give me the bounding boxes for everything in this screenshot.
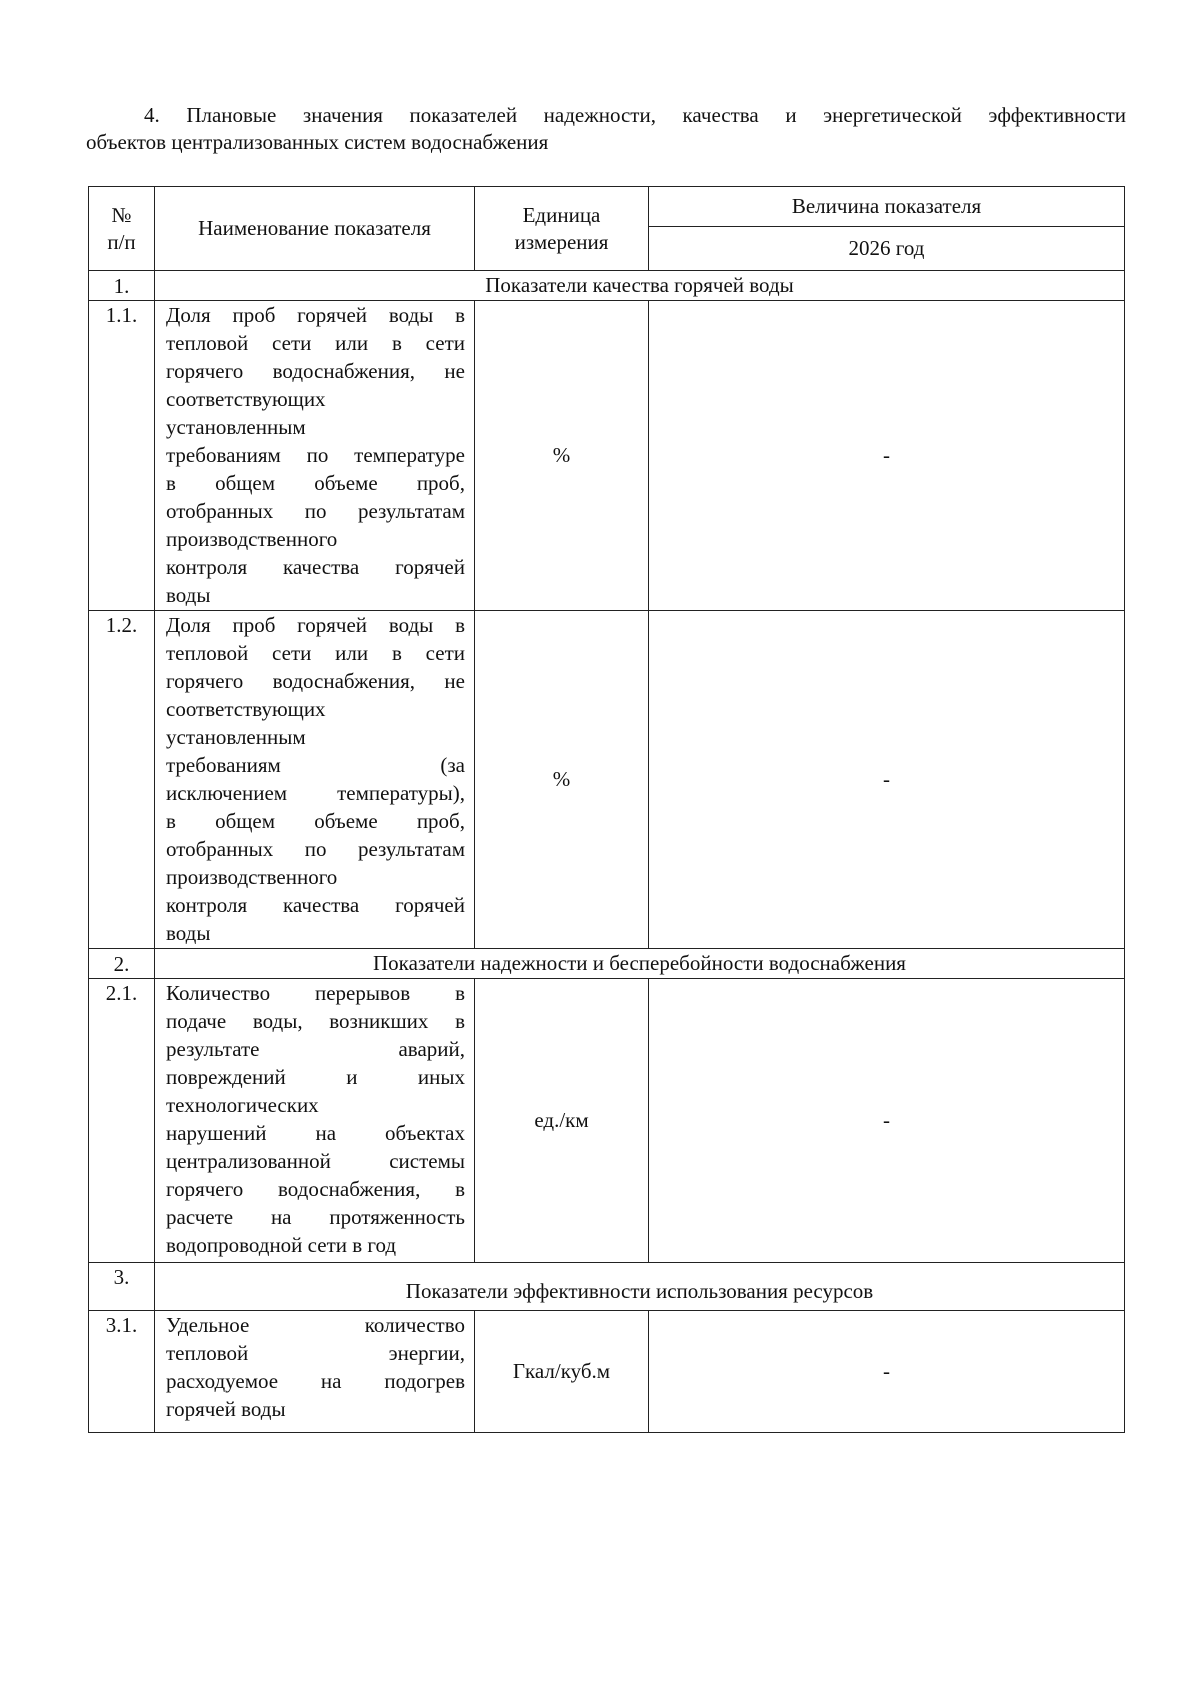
indicator-name-line: результате аварий, xyxy=(166,1037,465,1061)
header-value-group: Величина показателя xyxy=(649,187,1125,227)
indicator-name-line: производственного xyxy=(166,527,338,551)
indicator-name-line: в общем объеме проб, xyxy=(166,471,465,495)
indicator-name-line: контроля качества горячей xyxy=(166,555,465,579)
indicator-name-line: Количество перерывов в xyxy=(166,981,465,1005)
section-row xyxy=(89,949,1125,979)
section-number: 1. xyxy=(89,271,155,301)
indicator-number: 1.1. xyxy=(89,301,155,611)
section-title: Показатели надежности и бесперебойности водоснабжения xyxy=(155,949,1125,979)
indicator-name-line: контроля качества горячей xyxy=(166,893,465,917)
indicator-name-line: горячего водоснабжения, не xyxy=(166,359,465,383)
indicator-name-line: отобранных по результатам xyxy=(166,499,465,523)
indicator-name-line: Доля проб горячей воды в xyxy=(166,613,465,637)
indicator-name-line: горячего водоснабжения, в xyxy=(166,1177,465,1201)
indicator-name-line: требованиям (за xyxy=(166,753,465,777)
indicator-value-2026: - xyxy=(649,1311,1125,1433)
indicator-name-line: централизованной системы xyxy=(166,1149,465,1173)
header-num-line-2: п/п xyxy=(107,229,136,254)
indicator-row xyxy=(89,1311,1125,1433)
indicator-name-line: водопроводной сети в год xyxy=(166,1233,397,1257)
indicator-value-2026: - xyxy=(649,611,1125,949)
indicator-unit: % xyxy=(475,611,649,949)
section-title: Показатели эффективности использования ресурсов xyxy=(155,1263,1125,1311)
heading-line-2: объектов централизованных систем водоснабжения xyxy=(86,130,549,154)
indicator-name-line: Удельное количество xyxy=(166,1313,465,1337)
indicator-number: 1.2. xyxy=(89,611,155,949)
header-num-line-1: № xyxy=(111,202,132,227)
indicator-unit: % xyxy=(475,301,649,611)
indicator-name-line: соответствующих xyxy=(166,697,326,721)
indicator-name-line: подаче воды, возникших в xyxy=(166,1009,465,1033)
section-heading xyxy=(86,102,1126,156)
indicator-unit: ед./км xyxy=(475,979,649,1263)
header-year: 2026 год xyxy=(649,227,1125,271)
indicator-name-line: соответствующих xyxy=(166,387,326,411)
header-unit-line-2: измерения xyxy=(514,229,609,254)
indicator-name-line: установленным xyxy=(166,725,306,749)
indicator-name xyxy=(155,979,475,1263)
indicator-unit: Гкал/куб.м xyxy=(475,1311,649,1433)
indicator-name-line: расчете на протяженность xyxy=(166,1205,465,1229)
indicator-name-line: воды xyxy=(166,583,211,607)
indicator-name-line: горячей воды xyxy=(166,1397,286,1421)
indicator-value-2026: - xyxy=(649,979,1125,1263)
indicators-table xyxy=(88,186,1125,1433)
header-unit xyxy=(475,187,649,271)
indicator-name-line: Доля проб горячей воды в xyxy=(166,303,465,327)
indicator-name-line: тепловой сети или в сети xyxy=(166,641,465,665)
section-row xyxy=(89,1263,1125,1311)
indicator-name-line: отобранных по результатам xyxy=(166,837,465,861)
indicator-name-line: нарушений на объектах xyxy=(166,1121,465,1145)
indicator-name-line: установленным xyxy=(166,415,306,439)
indicator-name xyxy=(155,301,475,611)
indicator-name-line: производственного xyxy=(166,865,338,889)
section-row xyxy=(89,271,1125,301)
section-number: 3. xyxy=(89,1263,155,1311)
header-unit-line-1: Единица xyxy=(522,202,601,227)
heading-line-1: 4. Плановые значения показателей надежности, качества и энергетической эффективности xyxy=(144,103,1126,127)
indicator-name-line: горячего водоснабжения, не xyxy=(166,669,465,693)
indicator-name-line: тепловой энергии, xyxy=(166,1341,465,1365)
header-num xyxy=(89,187,155,271)
indicator-name-line: исключением температуры), xyxy=(166,781,465,805)
indicator-name-line: в общем объеме проб, xyxy=(166,809,465,833)
indicator-name-line: требованиям по температуре xyxy=(166,443,465,467)
indicator-name xyxy=(155,1311,475,1433)
indicator-name-line: воды xyxy=(166,921,211,945)
header-name: Наименование показателя xyxy=(155,187,475,271)
indicator-row xyxy=(89,979,1125,1263)
indicator-name xyxy=(155,611,475,949)
indicator-name-line: повреждений и иных xyxy=(166,1065,465,1089)
indicator-name-line: тепловой сети или в сети xyxy=(166,331,465,355)
section-title: Показатели качества горячей воды xyxy=(155,271,1125,301)
indicator-row xyxy=(89,301,1125,611)
indicator-name-line: расходуемое на подогрев xyxy=(166,1369,465,1393)
indicator-number: 3.1. xyxy=(89,1311,155,1433)
indicator-name-line: технологических xyxy=(166,1093,319,1117)
section-number: 2. xyxy=(89,949,155,979)
indicator-value-2026: - xyxy=(649,301,1125,611)
indicator-number: 2.1. xyxy=(89,979,155,1263)
indicator-row xyxy=(89,611,1125,949)
